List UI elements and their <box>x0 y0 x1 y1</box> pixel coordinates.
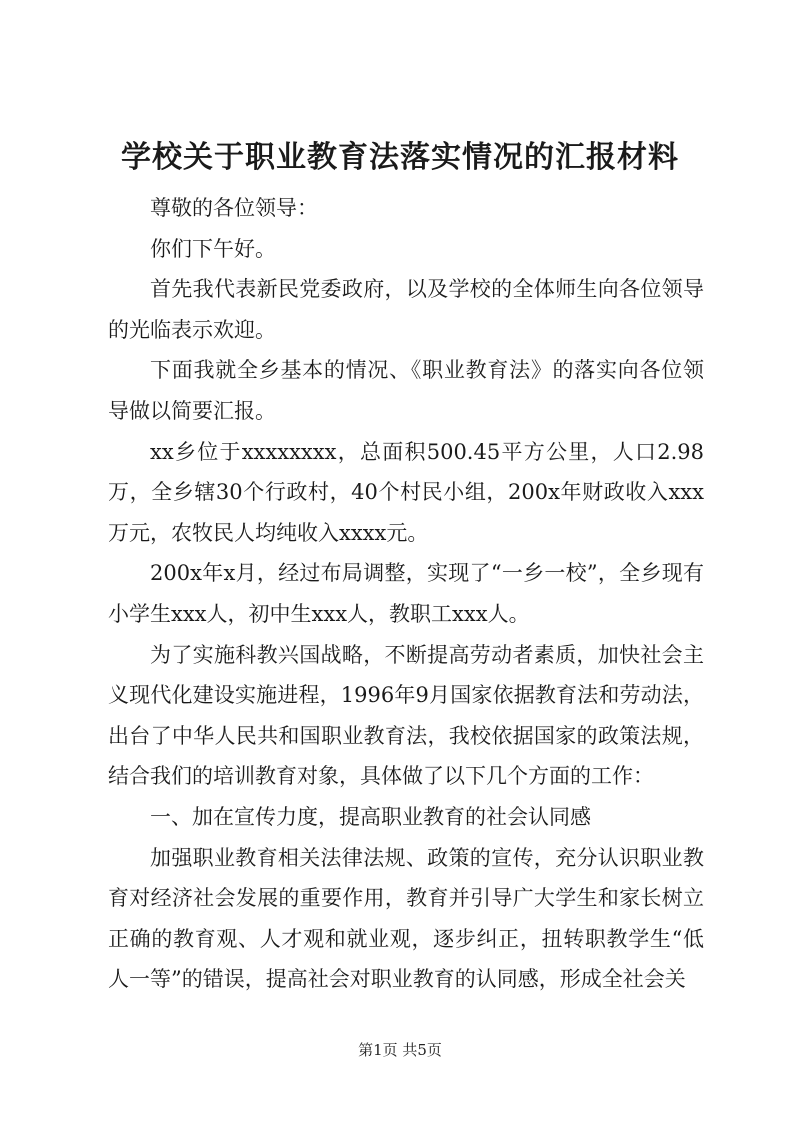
paragraph-school-stats: 200x年x月，经过布局调整，实现了“一乡一校”，全乡现有小学生xxx人，初中生xxx人，教职工xxx人。 <box>108 561 704 626</box>
section-heading-1: 一、加在宣传力度，提高职业教育的社会认同感 <box>150 804 591 829</box>
paragraph-welcome: 首先我代表新民党委政府，以及学校的全体师生向各位领导的光临表示欢迎。 <box>108 277 704 342</box>
salutation: 尊敬的各位领导： <box>150 196 318 220</box>
paragraph-intro: 下面我就全乡基本的情况、《职业教育法》的落实向各位领导做以简要汇报。 <box>108 358 704 423</box>
page-number: 第1页 共5页 <box>358 1041 442 1059</box>
greeting: 你们下午好。 <box>150 236 276 261</box>
document-body <box>108 188 704 1000</box>
document-title: 学校关于职业教育法落实情况的汇报材料 <box>121 140 679 175</box>
paragraph-publicity: 加强职业教育相关法律法规、政策的宣传，充分认识职业教育对经济社会发展的重要作用，教育并引导广大学生和家长树立正确的教育观、人才观和就业观，逐步纠正，扭转职教学生“低人一等”的错误，提高社会对职业教育的认同感，形成全社会关 <box>108 845 704 992</box>
paragraph-background: 为了实施科教兴国战略，不断提高劳动者素质，加快社会主义现代化建设实施进程，1996年9月国家依据教育法和劳动法，出台了中华人民共和国职业教育法，我校依据国家的政策法规，结合我们的培训教育对象，具体做了以下几个方面的工作： <box>108 642 704 789</box>
paragraph-township-overview: xx乡位于xxxxxxxx，总面积500.45平方公里，人口2.98万，全乡辖30个行政村，40个村民小组，200x年财政收入xxx万元，农牧民人均纯收入xxxx元。 <box>108 439 704 545</box>
